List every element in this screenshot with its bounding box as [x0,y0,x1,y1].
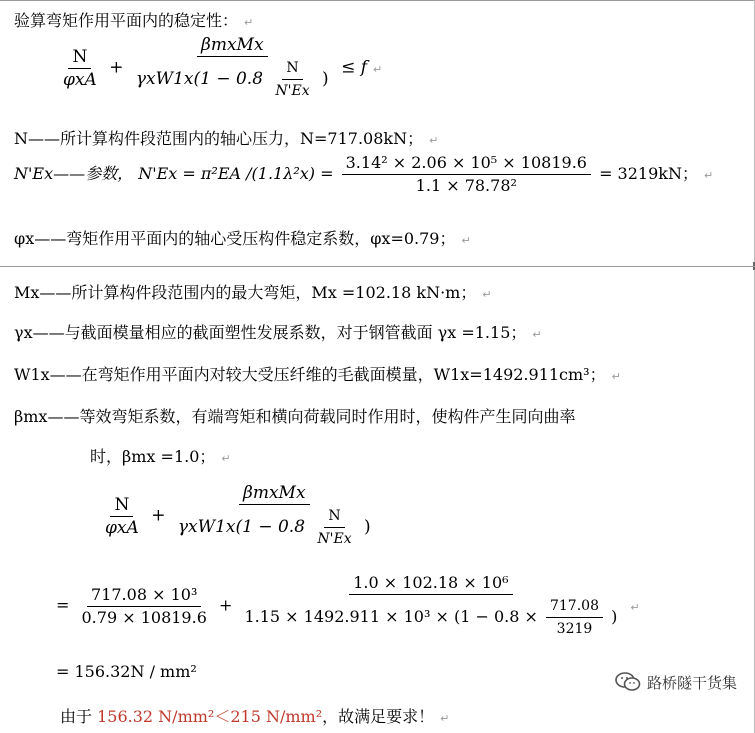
fraction-denominator [174,505,375,548]
conclusion-prefix: 由于 [60,707,93,726]
fraction-axial [59,48,101,89]
fraction-axial-values [78,586,211,627]
inner-numerator: N [324,507,344,528]
fraction-numerator: βmxMx [197,36,268,57]
euler-parameter-line [14,154,713,195]
axial-values-denominator: 0.79 × 10819.6 [81,607,207,627]
inner-numerator: N [282,59,302,80]
top-border [0,0,755,1]
bending-values-text: 1.15 × 1492.911 × 10³ × (1 − 0.8 × [244,607,538,626]
fraction-bending [132,36,333,100]
axial-force-text: N——所计算构件段范围内的轴心压力，N=717.08kN； [14,129,424,148]
plastic-factor-definition [14,320,542,343]
stability-factor-text: φx——弯矩作用平面内的轴心受压构件稳定系数，φx=0.79； [14,229,456,248]
denominator-text: γxW1x(1 − 0.8 [135,69,264,89]
watermark [615,671,737,693]
axial-force-definition [14,126,438,149]
axial-values-numerator: 717.08 × 10³ [87,586,201,607]
stability-formula [56,36,382,100]
paragraph-mark: ↵ [611,370,621,383]
closing-paren: ) [611,607,618,626]
paragraph-mark: ↵ [461,234,471,247]
closing-paren: ) [322,69,329,89]
equals-sign: = [56,595,70,615]
euler-denominator: 1.1 × 78.78² [415,176,517,195]
euler-label: N'Ex——参数， [14,164,134,183]
conclusion-suffix: ，故满足要求！ [322,707,435,726]
denominator-text: γxW1x(1 − 0.8 [177,517,306,537]
stability-formula-repeat [98,484,378,548]
plus-sign: + [151,505,166,526]
paragraph-mark: ↵ [703,169,714,182]
ratio-denominator: 3219 [556,621,593,637]
moment-definition [14,280,492,303]
ratio-fraction [546,597,603,638]
closing-paren: ) [364,517,371,537]
stress-result-text: = 156.32N / mm² [56,662,197,681]
stability-factor-definition [14,226,471,249]
numeric-substitution [56,574,640,638]
plastic-factor-text: γx——与截面模量相应的截面塑性发展系数，对于钢管截面 γx =1.15； [14,323,527,342]
paragraph-mark: ↵ [532,328,542,341]
stress-result [56,662,197,681]
section-title [14,8,253,31]
conclusion-line [60,704,449,727]
bending-values-denominator [240,595,621,638]
moment-factor-continuation [90,444,231,467]
section-title-text: 验算弯矩作用平面内的稳定性： [14,11,239,30]
paragraph-mark: ↵ [482,288,492,301]
moment-text: Mx——所计算构件段范围内的最大弯矩，Mx =102.18 kN·m； [14,283,477,302]
paragraph-mark: ↵ [373,62,383,76]
inner-denominator: N'Ex [275,83,310,99]
watermark-text: 路桥隧干货集 [646,673,737,692]
fraction-axial [101,496,143,537]
inner-fraction [271,59,313,100]
fraction-bending-values [240,574,621,638]
inner-denominator: N'Ex [317,531,352,547]
conclusion-highlight: 156.32 N/mm²＜215 N/mm² [97,707,323,726]
plus-sign: + [218,595,233,615]
moment-factor-text-2: 时，βmx =1.0； [90,447,216,466]
wechat-icon [615,671,641,693]
moment-factor-definition [14,404,575,427]
paragraph-mark: ↵ [429,134,439,147]
section-divider [0,266,755,267]
fraction-denominator [132,57,333,100]
section-modulus-definition [14,362,621,385]
section-modulus-text: W1x——在弯矩作用平面内对较大受压纤维的毛截面模量，W1x=1492.911cm³； [14,365,606,384]
bending-values-numerator: 1.0 × 102.18 × 10⁶ [349,574,512,595]
fraction-denominator: φxA [63,69,97,90]
euler-fraction [342,154,591,195]
fraction-numerator: N [110,496,133,517]
euler-expression: N'Ex = π²EA /(1.1λ²x) = [138,164,334,183]
paragraph-mark: ↵ [244,16,254,29]
inequality-tail: ≤ f [341,57,368,78]
fraction-denominator: φxA [105,517,139,538]
fraction-numerator: N [68,48,91,69]
ratio-numerator: 717.08 [546,597,603,618]
fraction-numerator: βmxMx [239,484,310,505]
paragraph-mark: ↵ [440,712,450,725]
moment-factor-text: βmx——等效弯矩系数，有端弯矩和横向荷载同时作用时，使构件产生同向曲率 [14,407,576,426]
euler-result: = 3219kN； [599,164,698,183]
inner-fraction [313,507,355,548]
euler-numerator: 3.14² × 2.06 × 10⁵ × 10819.6 [342,154,591,175]
fraction-bending [174,484,375,548]
paragraph-mark: ↵ [221,452,231,465]
paragraph-mark: ↵ [630,600,640,614]
plus-sign: + [109,57,124,78]
